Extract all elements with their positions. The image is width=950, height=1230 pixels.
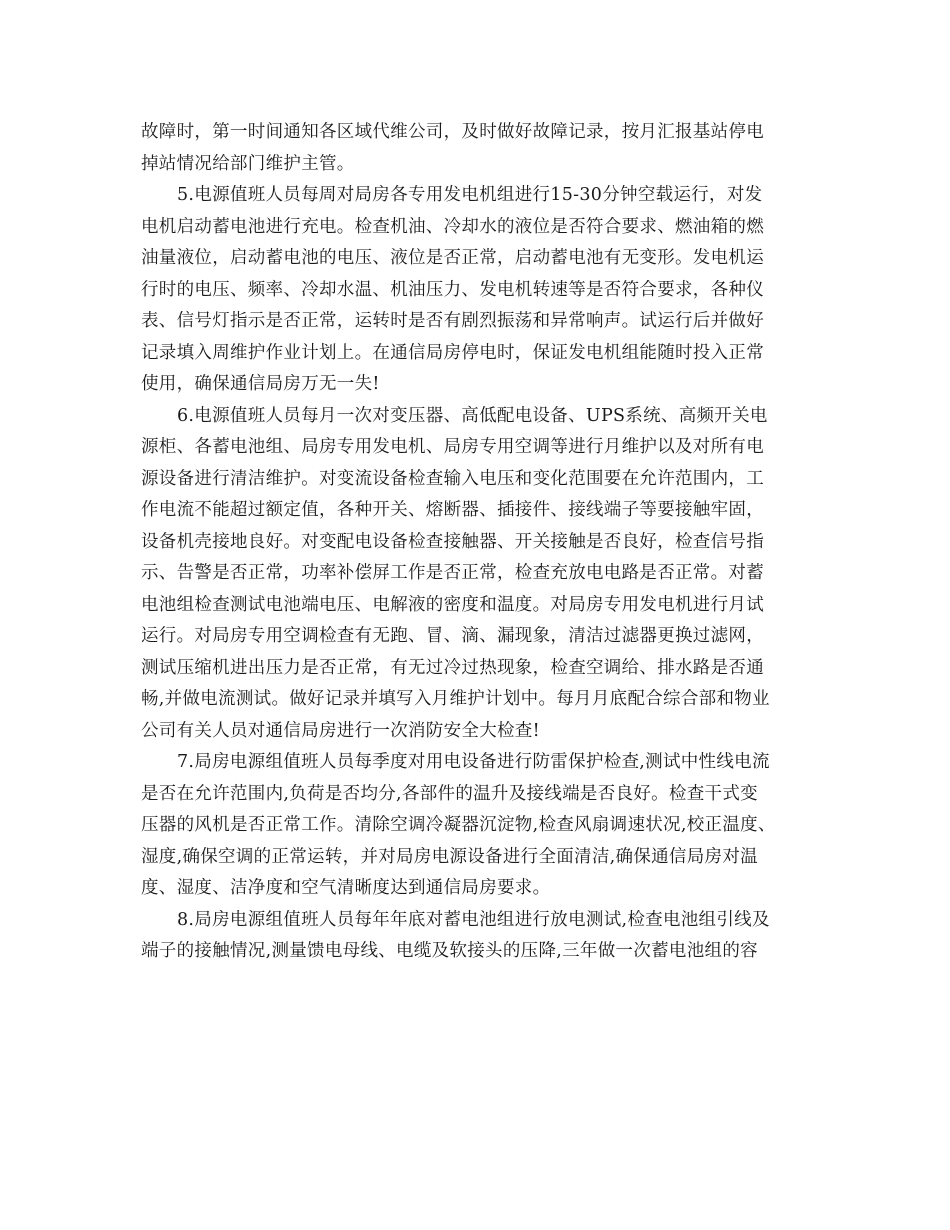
paragraph-first-line: 5.电源值班人员每周对局房各专用发电机组进行15-30分钟空载运行，对发 bbox=[177, 185, 763, 205]
text-line: 电池组检查测试电池端电压、电解液的密度和温度。对局房专用发电机进行月试 bbox=[141, 594, 764, 615]
text-line: 压器的风机是否正常工作。清除空调冷凝器沉淀物,检查风扇调速状况,校正温度、 bbox=[141, 815, 776, 835]
text-line: 源柜、各蓄电池组、局房专用发电机、局房专用空调等进行月维护以及对所有电 bbox=[141, 437, 764, 457]
text-line: 示、告警是否正常，功率补偿屏工作是否正常，检查充放电电路是否正常。对蓄 bbox=[141, 563, 764, 583]
text-line: 油量液位，启动蓄电池的电压、液位是否正常，启动蓄电池有无变形。发电机运 bbox=[141, 248, 764, 268]
text-line: 运行。对局房专用空调检查有无跑、冒、滴、漏现象，清洁过滤器更换过滤网， bbox=[141, 626, 764, 646]
paragraph-first-line: 7.局房电源组值班人员每季度对用电设备进行防雷保护检查,测试中性线电流 bbox=[177, 752, 770, 772]
document-body bbox=[141, 117, 809, 968]
text-line: 源设备进行清洁维护。对变流设备检查输入电压和变化范围要在允许范围内，工 bbox=[141, 468, 764, 489]
text-line: 行时的电压、频率、冷却水温、机油压力、发电机转速等是否符合要求，各种仪 bbox=[141, 279, 764, 300]
text-line: 是否在允许范围内,负荷是否均分,各部件的温升及接线端是否良好。检查干式变 bbox=[141, 783, 758, 804]
text-line: 使用，确保通信局房万无一失! bbox=[141, 374, 380, 394]
text-line: 掉站情况给部门维护主管。 bbox=[141, 153, 355, 174]
text-line: 故障时，第一时间通知各区域代维公司，及时做好故障记录，按月汇报基站停电 bbox=[141, 122, 764, 142]
text-line: 端子的接触情况,测量馈电母线、电缆及软接头的压降,三年做一次蓄电池组的容 bbox=[141, 941, 758, 961]
text-line: 畅,并做电流测试。做好记录并填写入月维护计划中。每月月底配合综合部和物业 bbox=[141, 689, 770, 709]
text-line: 记录填入周维护作业计划上。在通信局房停电时，保证发电机组能随时投入正常 bbox=[141, 342, 764, 363]
paragraph-first-line: 6.电源值班人员每月一次对变压器、高低配电设备、UPS系统、高频开关电 bbox=[177, 405, 768, 426]
text-line: 公司有关人员对通信局房进行一次消防安全大检查! bbox=[141, 720, 540, 741]
text-line: 测试压缩机进出压力是否正常，有无过冷过热现象，检查空调给、排水路是否通 bbox=[141, 657, 764, 678]
text-line: 湿度,确保空调的正常运转，并对局房电源设备进行全面清洁,确保通信局房对温 bbox=[141, 846, 758, 867]
text-line: 作电流不能超过额定值，各种开关、熔断器、插接件、接线端子等要接触牢固， bbox=[141, 500, 764, 520]
text-line: 设备机壳接地良好。对变配电设备检查接触器、开关接触是否良好，检查信号指 bbox=[141, 531, 764, 552]
text-line: 表、信号灯指示是否正常，运转时是否有剧烈振荡和异常响声。试运行后并做好 bbox=[141, 311, 764, 331]
text-line: 电机启动蓄电池进行充电。检查机油、冷却水的液位是否符合要求、燃油箱的燃 bbox=[141, 216, 764, 237]
text-line: 度、湿度、洁净度和空气清晰度达到通信局房要求。 bbox=[141, 878, 551, 898]
paragraph-first-line: 8.局房电源组值班人员每年年底对蓄电池组进行放电测试,检查电池组引线及 bbox=[177, 909, 770, 930]
